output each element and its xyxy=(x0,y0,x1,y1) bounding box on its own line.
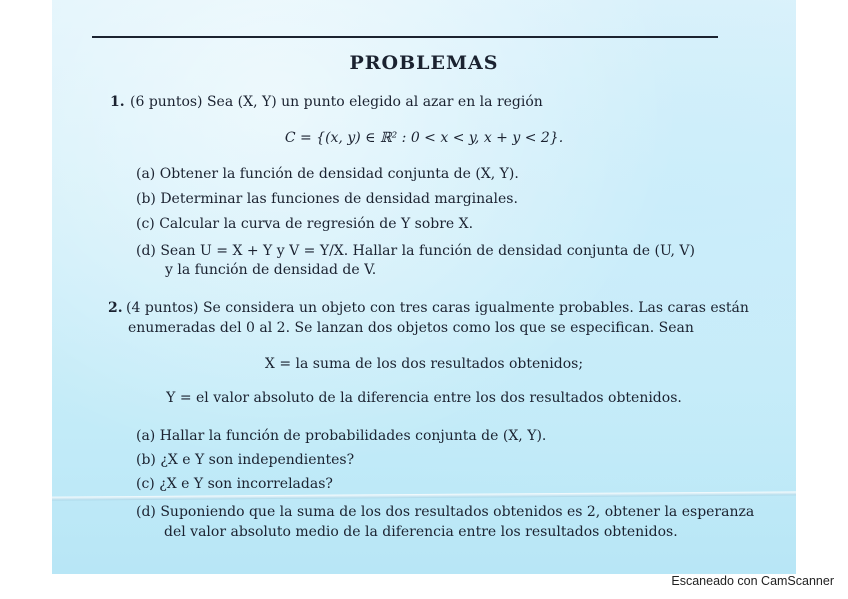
paper-fold-line xyxy=(52,491,796,500)
problem-2-intro-line-1: (4 puntos) Se considera un objeto con tres caras igualmente probables. Las caras están xyxy=(126,300,749,316)
page-title: PROBLEMAS xyxy=(349,52,499,74)
problem-2-item-c: (c) ¿X e Y son incorreladas? xyxy=(136,476,333,492)
problem-2-item-a: (a) Hallar la función de probabilidades conjunta de (X, Y). xyxy=(136,428,547,444)
problem-2-item-b: (b) ¿X e Y son independientes? xyxy=(136,452,355,468)
problem-1-region: C = {(x, y) ∈ ℝ² : 0 < x < y, x + y < 2}. xyxy=(284,130,564,146)
camscanner-watermark: Escaneado con CamScanner xyxy=(671,574,834,588)
problem-2-definition-x: X = la suma de los dos resultados obtenidos; xyxy=(264,356,584,372)
problem-1-item-a: (a) Obtener la función de densidad conjunta de (X, Y). xyxy=(136,166,519,182)
problem-2-item-d-continuation: del valor absoluto medio de la diferencia entre los resultados obtenidos. xyxy=(164,524,678,540)
problem-2-definition-y: Y = el valor absoluto de la diferencia entre los dos resultados obtenidos. xyxy=(166,390,682,406)
problem-2-number: 2. xyxy=(108,300,123,316)
problem-1-intro: (6 puntos) Sea (X, Y) un punto elegido al azar en la región xyxy=(130,94,543,110)
problem-1-item-d-continuation: y la función de densidad de V. xyxy=(165,262,377,278)
problem-2-intro-line-2: enumeradas del 0 al 2. Se lanzan dos objetos como los que se especifican. Sean xyxy=(128,320,694,336)
top-rule xyxy=(92,36,718,38)
problem-2-item-d: (d) Suponiendo que la suma de los dos resultados obtenidos es 2, obtener la esperanza xyxy=(136,504,755,520)
problem-1-number: 1. xyxy=(110,94,125,110)
problem-1-item-b: (b) Determinar las funciones de densidad marginales. xyxy=(136,191,518,207)
problem-1-item-d: (d) Sean U = X + Y y V = Y/X. Hallar la función de densidad conjunta de (U, V) xyxy=(136,243,695,259)
problem-1-item-c: (c) Calcular la curva de regresión de Y sobre X. xyxy=(136,216,474,232)
scanned-page xyxy=(52,0,796,574)
